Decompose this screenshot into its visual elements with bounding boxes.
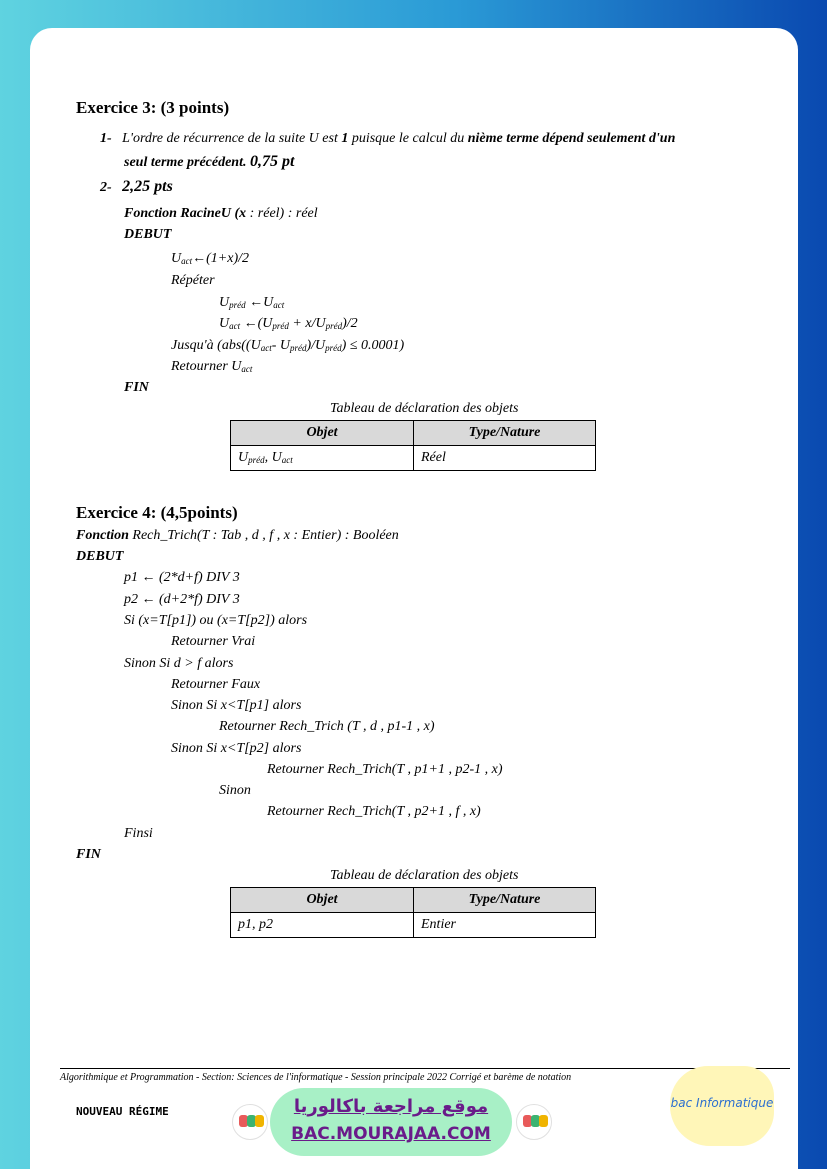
ex3-cell-type: Réel xyxy=(414,446,596,471)
footer-text: Algorithmique et Programmation - Section: Sciences de l'informatique - Session principale 2022 Corrigé et barème de notation xyxy=(60,1072,572,1083)
ex3-question-1: 1- L'ordre de récurrence de la suite U est 1 puisque le calcul du nième terme dépend seulement d'un xyxy=(100,131,676,146)
ex3-cell-objet: $U_{préd}$, $U_{act}$ xyxy=(231,446,414,471)
books-logo-icon xyxy=(232,1104,268,1140)
ex4-line-p1: p1 ← (2*d+f) DIV 3 xyxy=(124,570,240,585)
ex3-col-type: Type/Nature xyxy=(414,421,596,446)
ex3-line-assign-act: $U_{act}$ $\leftarrow(U_{préd} + x/U_{préd})/2$ xyxy=(219,316,358,331)
ex4-line-si: Si (x=T[p1]) ou (x=T[p2]) alors xyxy=(124,613,308,628)
bac-informatique-logo xyxy=(670,1066,774,1146)
ex4-line-retourner-3: Retourner Rech_Trich(T , p2+1 , f , x) xyxy=(267,804,481,819)
ex4-fin: FIN xyxy=(76,847,101,862)
books-logo-icon-right xyxy=(516,1104,552,1140)
ex3-declaration-table xyxy=(230,420,596,471)
bac-mourajaa-banner[interactable] xyxy=(270,1088,512,1156)
ex3-function-header: Fonction RacineU (x : réel) : réel xyxy=(124,206,318,221)
banner-url-link[interactable]: BAC.MOURAJAA.COM xyxy=(291,1124,491,1144)
ex3-question-2: 2- 2,25 pts xyxy=(100,178,173,195)
footer-divider xyxy=(60,1068,790,1069)
ex4-line-sinon: Sinon xyxy=(219,783,251,798)
ex4-line-sinon-si-p2: Sinon Si x<T[p2] alors xyxy=(171,741,302,756)
ex4-line-sinon-si-p1: Sinon Si x<T[p1] alors xyxy=(171,698,302,713)
ex3-fin: FIN xyxy=(124,380,149,395)
exercise-3-title: Exercice 3: (3 points) xyxy=(76,98,230,117)
ex4-function-header: Fonction Rech_Trich(T : Tab , d , f , x : Entier) : Booléen xyxy=(76,528,399,543)
ex3-line-repeter: Répéter xyxy=(171,273,215,288)
ex4-debut: DEBUT xyxy=(76,549,124,564)
ex4-line-retourner-2: Retourner Rech_Trich(T , p1+1 , p2-1 , x) xyxy=(267,762,503,777)
exercise-4-title: Exercice 4: (4,5points) xyxy=(76,503,238,522)
ex4-cell-type: Entier xyxy=(414,913,596,938)
ex4-table-caption: Tableau de déclaration des objets xyxy=(330,868,519,883)
ex4-line-p2: p2 ← (d+2*f) DIV 3 xyxy=(124,592,240,607)
ex4-line-sinon-si-df: Sinon Si d > f alors xyxy=(124,656,234,671)
banner-arabic-text: موقع مراجعة باكالوريا xyxy=(293,1096,489,1117)
ex4-line-retourner-faux: Retourner Faux xyxy=(171,677,261,692)
regime-label: NOUVEAU RÉGIME xyxy=(76,1105,169,1118)
table-row xyxy=(231,446,596,471)
ex3-line-jusqua: Jusqu'à ($abs((U_{act}-$ $U_{préd})/U_{préd}) \le 0.0001$) xyxy=(171,338,405,353)
ex3-line-assign-pred: $U_{préd}$ $\leftarrow U_{act}$ xyxy=(219,295,285,310)
ex4-cell-objet: p1, p2 xyxy=(231,913,414,938)
ex3-table-caption: Tableau de déclaration des objets xyxy=(330,401,519,416)
logo-text: bac Informatique xyxy=(670,1096,774,1110)
ex4-col-type: Type/Nature xyxy=(414,888,596,913)
ex3-debut: DEBUT xyxy=(124,227,172,242)
ex3-line-init: $U_{act}\leftarrow(1+x)/2$ xyxy=(171,251,249,266)
table-row xyxy=(231,913,596,938)
ex4-line-retourner-1: Retourner Rech_Trich (T , d , p1-1 , x) xyxy=(219,719,435,734)
ex3-line-retourner: Retourner $U_{act}$ xyxy=(171,359,253,374)
ex4-declaration-table xyxy=(230,887,596,938)
ex3-question-1-cont: seul terme précédent. 0,75 pt xyxy=(124,153,295,170)
ex4-line-retourner-vrai: Retourner Vrai xyxy=(171,634,256,649)
ex4-col-objet: Objet xyxy=(231,888,414,913)
ex4-line-finsi: Finsi xyxy=(124,826,153,841)
ex3-col-objet: Objet xyxy=(231,421,414,446)
